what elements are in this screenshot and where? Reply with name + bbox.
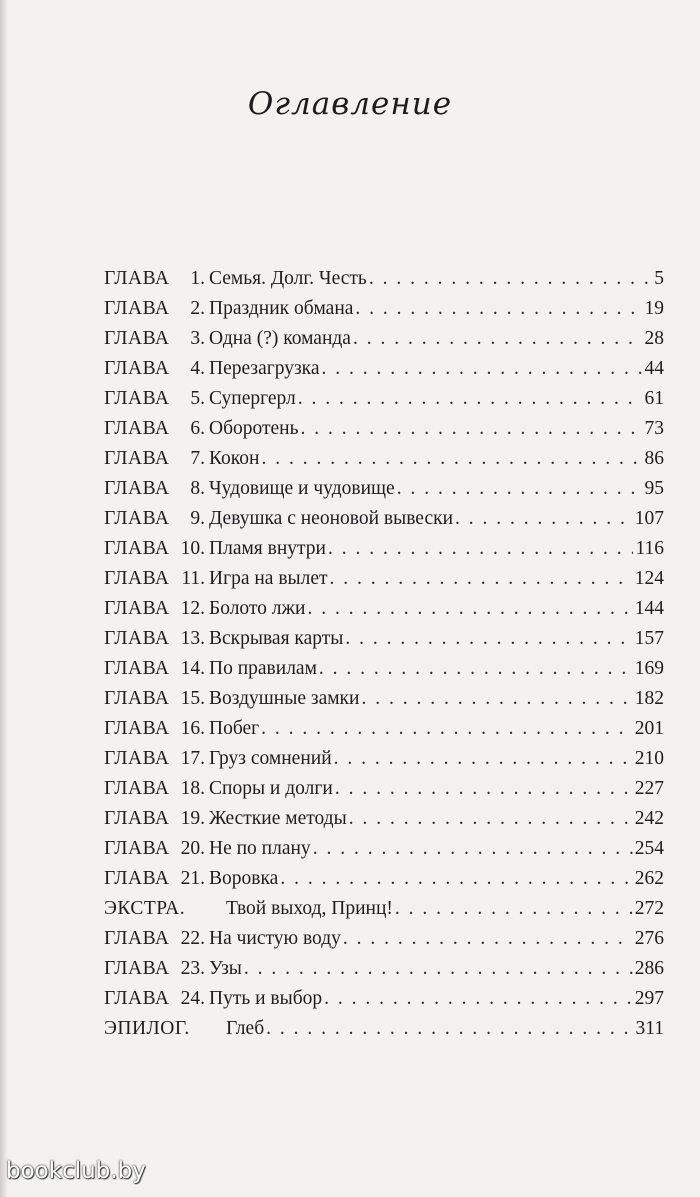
- toc-entry-title: Воздушные замки: [209, 688, 360, 709]
- toc-dot-leader: [261, 714, 633, 744]
- toc-entry-title: Одна (?) команда: [209, 328, 351, 349]
- toc-dot-leader: [313, 834, 633, 864]
- table-of-contents: [104, 264, 664, 1044]
- watermark-logo: bookclub.by: [6, 1158, 146, 1184]
- toc-entry-label: ГЛАВА: [104, 298, 170, 319]
- toc-entry: [104, 954, 664, 984]
- toc-entry-title: Кокон: [209, 448, 260, 469]
- toc-entry-page-number: 19: [644, 298, 664, 319]
- toc-entry: [104, 924, 664, 954]
- toc-entry-title: Семья. Долг. Честь: [209, 268, 367, 289]
- toc-entry: [104, 264, 664, 294]
- toc-entry-label: ЭПИЛОГ.: [104, 1018, 190, 1039]
- toc-entry: [104, 414, 664, 444]
- toc-entry-title: Твой выход, Принц!: [226, 898, 393, 919]
- toc-dot-leader: [334, 744, 633, 774]
- toc-entry-title: Глеб: [226, 1018, 265, 1039]
- toc-entry-label: ГЛАВА: [104, 718, 170, 739]
- page-gutter-shadow: [0, 0, 8, 1197]
- toc-entry-title: Супергерл: [209, 388, 296, 409]
- toc-dot-leader: [244, 954, 633, 984]
- toc-dot-leader: [361, 684, 632, 714]
- toc-entry: [104, 384, 664, 414]
- toc-entry-page-number: 86: [644, 448, 664, 469]
- toc-entry-page-number: 73: [644, 418, 664, 439]
- toc-entry-label: ГЛАВА: [104, 928, 170, 949]
- toc-entry-title: Игра на вылет: [209, 568, 328, 589]
- toc-entry-title: Праздник обмана: [209, 298, 354, 319]
- toc-entry-number: 22.: [180, 928, 205, 949]
- toc-dot-leader: [335, 774, 633, 804]
- toc-dot-leader: [345, 624, 632, 654]
- toc-entry-label: ГЛАВА: [104, 568, 170, 589]
- toc-dot-leader: [266, 1014, 633, 1044]
- toc-entry-page-number: 286: [634, 958, 664, 979]
- toc-entry-number: 19.: [180, 808, 205, 829]
- toc-entry-label: ГЛАВА: [104, 808, 170, 829]
- toc-entry-label: ГЛАВА: [104, 958, 170, 979]
- toc-entry: [104, 474, 664, 504]
- toc-entry-page-number: 242: [634, 808, 664, 829]
- toc-entry-title: Пламя внутри: [209, 538, 326, 559]
- page-title: Оглавление: [247, 86, 453, 122]
- toc-entry-title: Вскрывая карты: [209, 628, 344, 649]
- toc-entry-number: 20.: [180, 838, 205, 859]
- toc-entry-number: 11.: [181, 568, 205, 589]
- toc-entry-title: Перезагрузка: [209, 358, 320, 379]
- toc-entry-label: ЭКСТРА.: [104, 898, 186, 919]
- toc-entry-page-number: 107: [634, 508, 664, 529]
- toc-dot-leader: [298, 384, 643, 414]
- toc-entry-number: 14.: [180, 658, 205, 679]
- toc-entry-title: Воровка: [209, 868, 279, 889]
- toc-entry-title: На чистую воду: [209, 928, 341, 949]
- toc-entry-page-number: 210: [634, 748, 664, 769]
- toc-entry-label: ГЛАВА: [104, 688, 170, 709]
- toc-entry: [104, 444, 664, 474]
- toc-entry-number: 23.: [180, 958, 205, 979]
- toc-entry-page-number: 169: [634, 658, 664, 679]
- toc-entry-number: 9.: [190, 508, 205, 529]
- toc-dot-leader: [455, 504, 633, 534]
- toc-entry-title: По правилам: [209, 658, 317, 679]
- toc-entry-title: Чудовище и чудовище: [209, 478, 395, 499]
- toc-entry: [104, 744, 664, 774]
- toc-entry-label: ГЛАВА: [104, 358, 170, 379]
- toc-entry-page-number: 182: [634, 688, 664, 709]
- toc-entry-label: ГЛАВА: [104, 448, 170, 469]
- toc-dot-leader: [307, 594, 632, 624]
- toc-entry: [104, 594, 664, 624]
- toc-dot-leader: [330, 564, 633, 594]
- toc-entry-label: ГЛАВА: [104, 538, 170, 559]
- toc-dot-leader: [322, 354, 643, 384]
- toc-entry-number: 12.: [180, 598, 205, 619]
- toc-entry-label: ГЛАВА: [104, 418, 170, 439]
- toc-entry: [104, 1014, 664, 1044]
- toc-entry: [104, 684, 664, 714]
- toc-entry-title: Болото лжи: [209, 598, 306, 619]
- toc-entry-title: Путь и выбор: [209, 988, 323, 1009]
- toc-entry-page-number: 201: [634, 718, 664, 739]
- toc-dot-leader: [261, 444, 642, 474]
- toc-dot-leader: [395, 894, 633, 924]
- toc-dot-leader: [324, 984, 633, 1014]
- toc-entry-page-number: 297: [634, 988, 664, 1009]
- toc-entry-number: 16.: [180, 718, 205, 739]
- toc-entry-page-number: 276: [634, 928, 664, 949]
- toc-entry-number: 21.: [180, 868, 205, 889]
- toc-dot-leader: [280, 864, 632, 894]
- toc-entry-number: 8.: [190, 478, 205, 499]
- toc-entry-number: 17.: [180, 748, 205, 769]
- toc-entry-page-number: 116: [635, 538, 664, 559]
- toc-entry-number: 7.: [190, 448, 205, 469]
- toc-entry-number: 1.: [190, 268, 205, 289]
- toc-entry: [104, 564, 664, 594]
- toc-entry-title: Девушка с неоновой вывески: [209, 508, 454, 529]
- toc-entry-page-number: 144: [634, 598, 664, 619]
- toc-entry-number: 6.: [190, 418, 205, 439]
- toc-dot-leader: [369, 264, 652, 294]
- toc-entry-title: Узы: [209, 958, 242, 979]
- toc-entry: [104, 804, 664, 834]
- toc-entry: [104, 894, 664, 924]
- toc-entry-page-number: 44: [644, 358, 664, 379]
- toc-dot-leader: [349, 804, 633, 834]
- toc-entry-label: ГЛАВА: [104, 598, 170, 619]
- toc-entry-number: 13.: [180, 628, 205, 649]
- toc-entry: [104, 354, 664, 384]
- toc-entry-title: Оборотень: [209, 418, 299, 439]
- toc-entry-label: ГЛАВА: [104, 478, 170, 499]
- toc-dot-leader: [319, 654, 633, 684]
- toc-entry-label: ГЛАВА: [104, 838, 170, 859]
- toc-entry-number: 4.: [190, 358, 205, 379]
- toc-entry-label: ГЛАВА: [104, 268, 170, 289]
- toc-entry-page-number: 262: [634, 868, 664, 889]
- toc-entry-label: ГЛАВА: [104, 988, 170, 1009]
- toc-entry-number: 3.: [190, 328, 205, 349]
- toc-dot-leader: [355, 294, 642, 324]
- toc-entry-label: ГЛАВА: [104, 328, 170, 349]
- toc-entry-number: 24.: [180, 988, 205, 1009]
- toc-entry-label: ГЛАВА: [104, 508, 170, 529]
- toc-dot-leader: [328, 534, 633, 564]
- toc-entry-label: ГЛАВА: [104, 748, 170, 769]
- toc-dot-leader: [301, 414, 643, 444]
- toc-entry: [104, 534, 664, 564]
- toc-entry: [104, 654, 664, 684]
- toc-entry-label: ГЛАВА: [104, 628, 170, 649]
- toc-entry: [104, 324, 664, 354]
- toc-entry: [104, 294, 664, 324]
- toc-entry-page-number: 311: [635, 1018, 664, 1039]
- toc-entry-number: 15.: [180, 688, 205, 709]
- toc-entry: [104, 984, 664, 1014]
- toc-entry-label: ГЛАВА: [104, 658, 170, 679]
- toc-entry-label: ГЛАВА: [104, 388, 170, 409]
- toc-entry-title: Споры и долги: [209, 778, 333, 799]
- toc-entry-page-number: 124: [634, 568, 664, 589]
- toc-entry-title: Груз сомнений: [209, 748, 332, 769]
- toc-entry-title: Не по плану: [209, 838, 311, 859]
- toc-entry-page-number: 227: [634, 778, 664, 799]
- toc-entry-title: Жесткие методы: [209, 808, 347, 829]
- toc-entry-number: 18.: [180, 778, 205, 799]
- toc-dot-leader: [343, 924, 633, 954]
- toc-entry-page-number: 5: [654, 268, 664, 289]
- toc-entry-number: 5.: [190, 388, 205, 409]
- toc-entry-page-number: 157: [634, 628, 664, 649]
- toc-entry: [104, 864, 664, 894]
- toc-entry: [104, 504, 664, 534]
- toc-entry-number: 10.: [180, 538, 205, 559]
- toc-entry: [104, 774, 664, 804]
- toc-entry: [104, 834, 664, 864]
- toc-entry-number: 2.: [190, 298, 205, 319]
- toc-entry-page-number: 61: [644, 388, 664, 409]
- toc-entry-title: Побег: [209, 718, 260, 739]
- toc-entry: [104, 714, 664, 744]
- toc-entry: [104, 624, 664, 654]
- toc-entry-page-number: 254: [634, 838, 664, 859]
- toc-dot-leader: [397, 474, 643, 504]
- toc-entry-label: ГЛАВА: [104, 868, 170, 889]
- toc-entry-label: ГЛАВА: [104, 778, 170, 799]
- toc-entry-page-number: 272: [634, 898, 664, 919]
- toc-entry-page-number: 95: [644, 478, 664, 499]
- toc-dot-leader: [353, 324, 643, 354]
- toc-entry-page-number: 28: [644, 328, 664, 349]
